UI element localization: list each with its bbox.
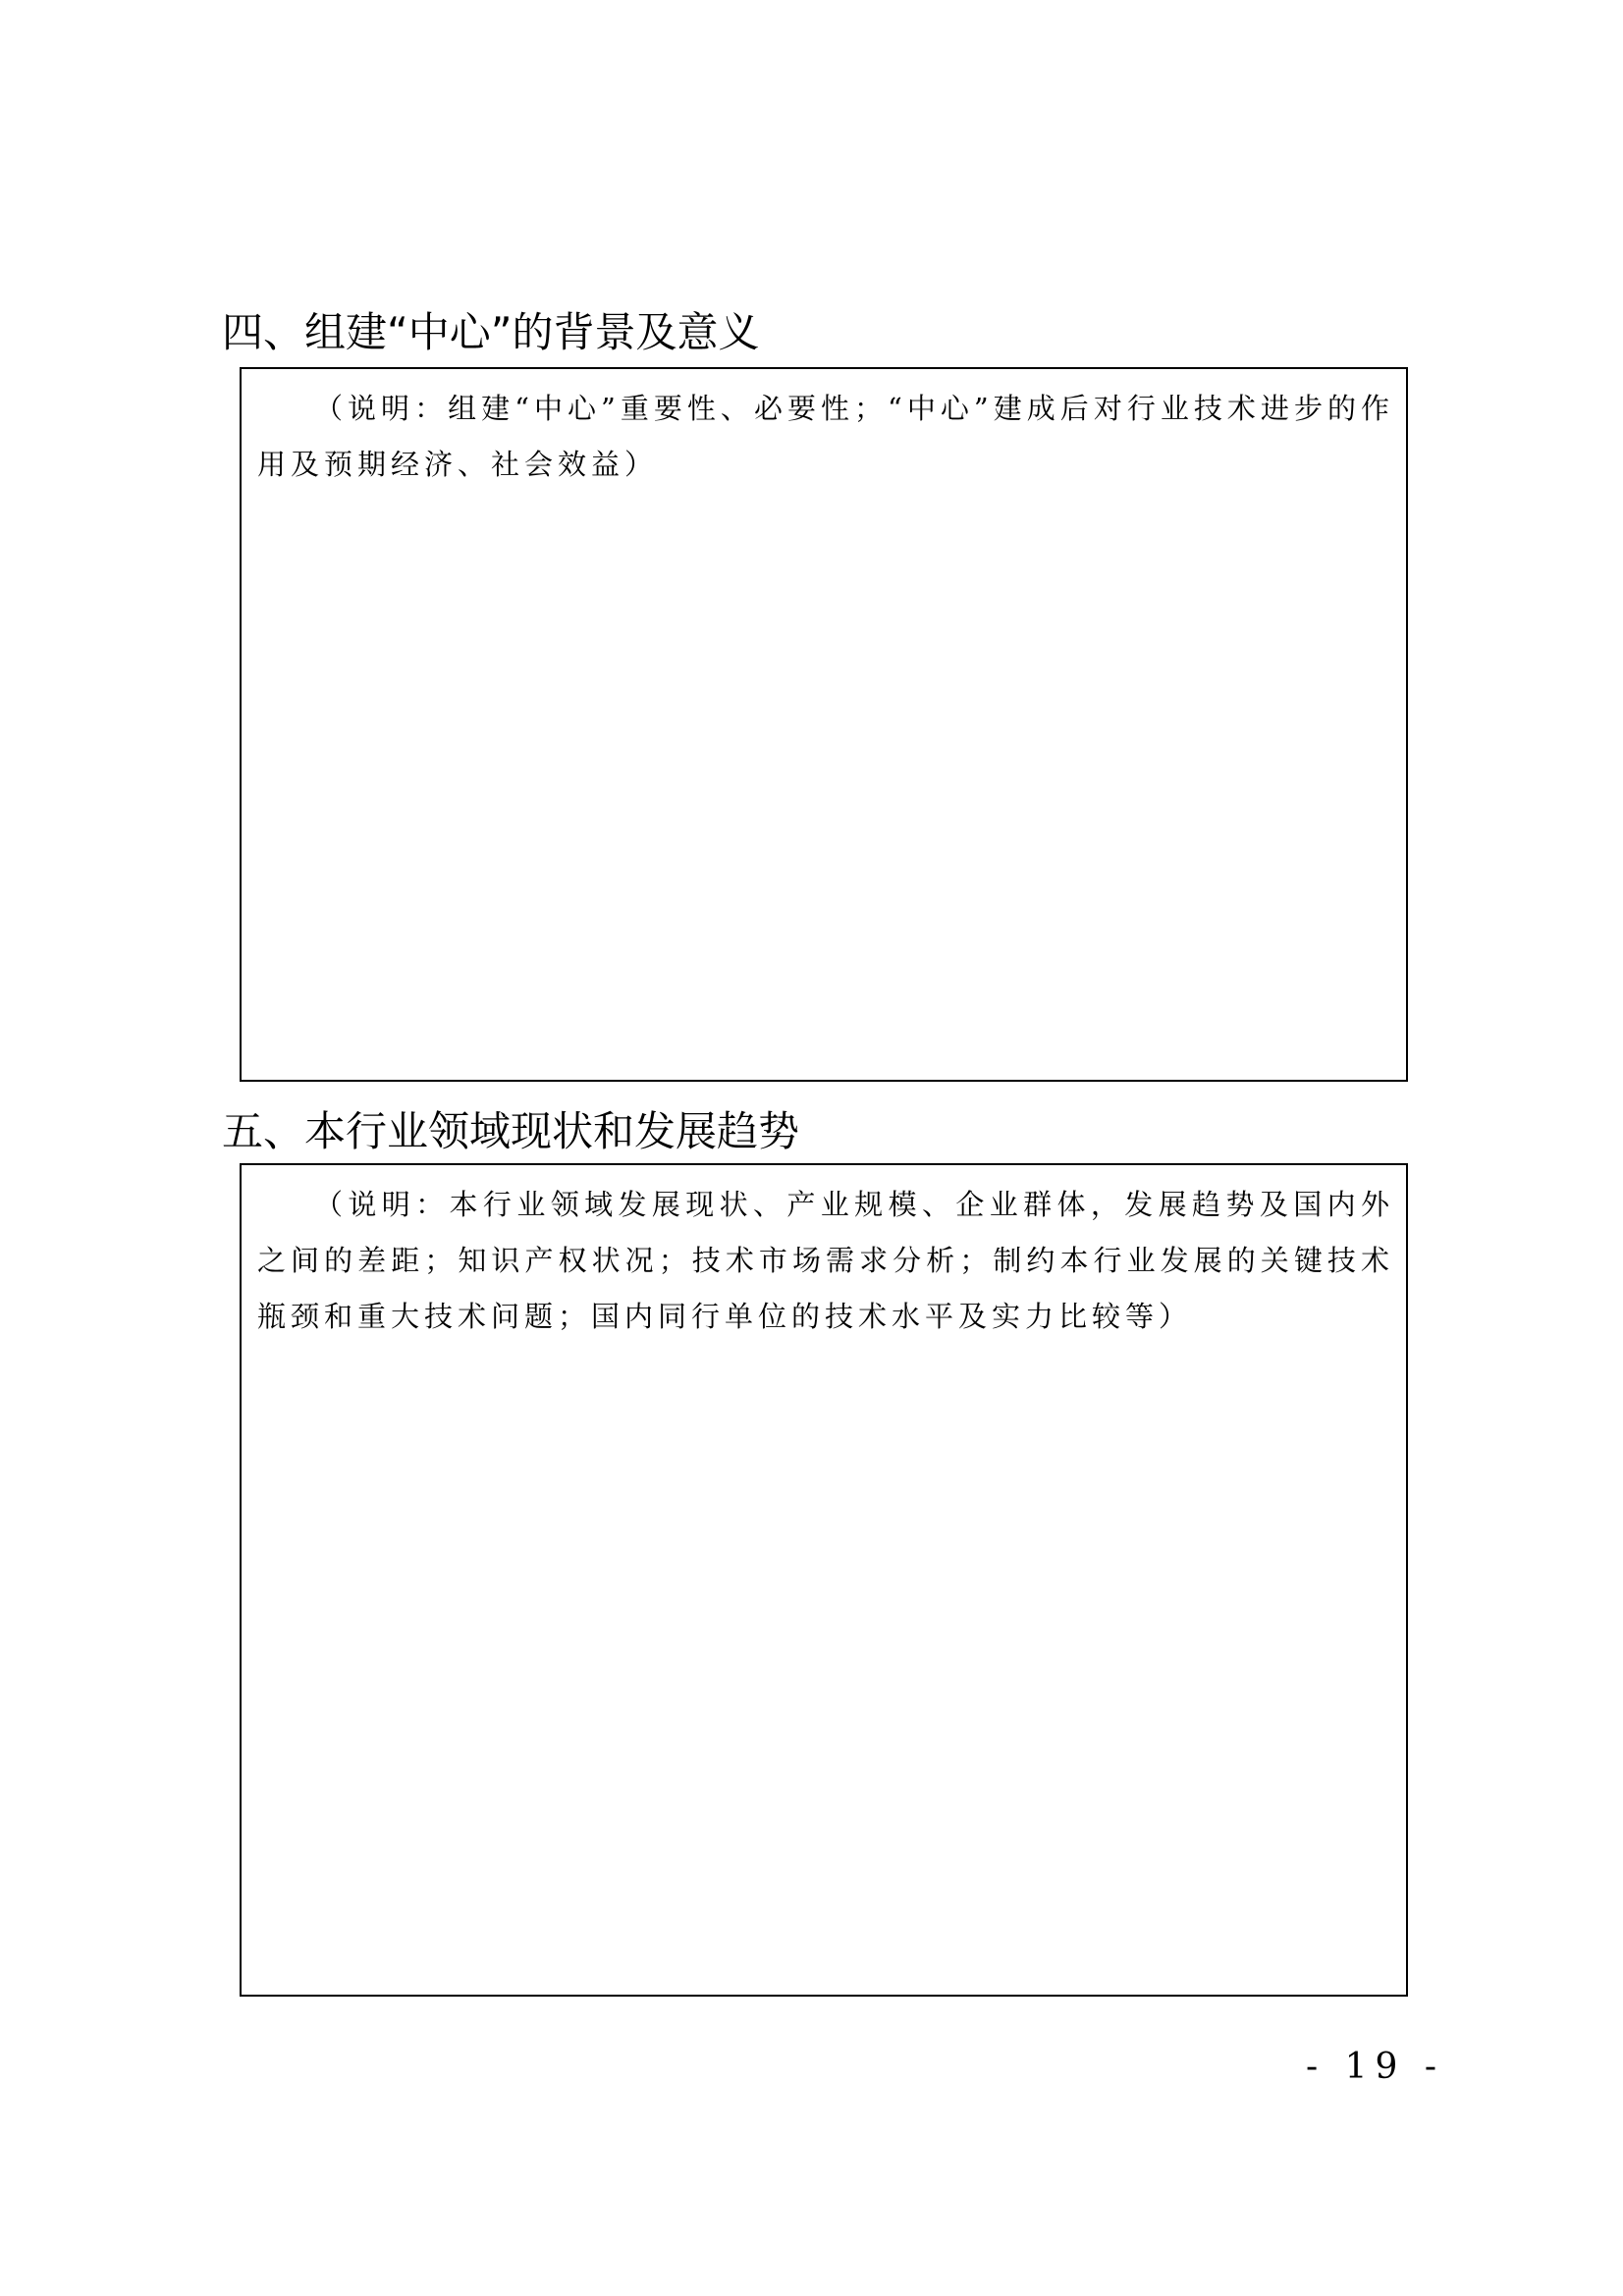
section-heading-background-significance: 四、组建“中心”的背景及意义 [222,308,760,356]
section-heading-industry-status-trends: 五、本行业领域现状和发展趋势 [222,1107,800,1155]
form-box-industry-status-trends[interactable] [240,1163,1408,1997]
instruction-note-background-significance: （说明：组建“中心”重要性、必要性；“中心”建成后对行业技术进步的作用及预期经济、社会效益） [257,392,1394,481]
page-number: - 19 - [1306,2047,1445,2087]
form-box-background-significance[interactable] [240,367,1408,1082]
instruction-note-industry-status-trends: （说明：本行业领域发展现状、产业规模、企业群体，发展趋势及国内外之间的差距；知识产权状况；技术市场需求分析；制约本行业发展的关键技术瓶颈和重大技术问题；国内同行单位的技术水平及实力比较等） [257,1188,1394,1333]
